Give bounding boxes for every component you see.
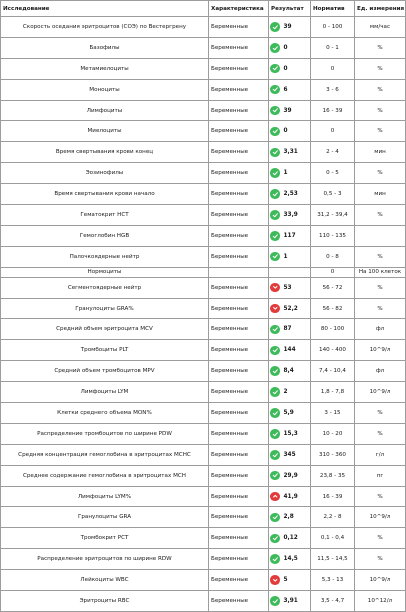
test-name: Время свертывания крови конец [1,142,209,163]
table-row [1,277,406,298]
result-value: 6 [283,86,288,93]
check-circle-icon [270,387,280,397]
table-row [1,486,406,507]
norm-range: 0,5 - 3 [311,184,355,205]
table-row [1,507,406,528]
unit: % [355,79,406,100]
unit: 10^9/л [355,507,406,528]
characteristic: Беременные [209,486,269,507]
test-name: Моноциты [1,79,209,100]
result-value: 0 [283,128,288,135]
norm-range: 16 - 39 [311,100,355,121]
result-cell [269,121,311,142]
characteristic: Беременные [209,17,269,38]
result-value: 3,31 [283,149,298,156]
result-cell [269,277,311,298]
result-value: 39 [283,23,292,30]
result-value: 0 [283,65,288,72]
result-cell [269,340,311,361]
check-circle-icon [270,554,280,564]
characteristic: Беременные [209,423,269,444]
unit: % [355,298,406,319]
check-circle-icon [270,429,280,439]
result-value: 1 [283,170,288,177]
result-cell [269,507,311,528]
result-value: 52,2 [283,305,298,312]
test-name: Палочкоядерные нейтр [1,246,209,267]
unit: фл [355,361,406,382]
result-cell [269,205,311,226]
characteristic: Беременные [209,591,269,612]
table-row [1,225,406,246]
table-row [1,361,406,382]
characteristic: Беременные [209,225,269,246]
characteristic: Беременные [209,37,269,58]
unit: г/л [355,444,406,465]
unit: % [355,423,406,444]
check-circle-icon [270,127,280,137]
result-cell [269,267,311,277]
result-cell [269,246,311,267]
unit: % [355,549,406,570]
test-name: Гематокрит HCT [1,205,209,226]
result-value: 2 [283,389,288,396]
characteristic: Беременные [209,340,269,361]
norm-range: 2 - 4 [311,142,355,163]
unit: 10^9/л [355,340,406,361]
test-name: Нормоциты [1,267,209,277]
unit [355,225,406,246]
norm-range: 0 [311,121,355,142]
unit: 10^9/л [355,382,406,403]
result-cell [269,58,311,79]
test-name: Сегментоядерные нейтр [1,277,209,298]
test-name: Гранулоциты GRA% [1,298,209,319]
header-test: Исследование [1,1,209,17]
characteristic: Беременные [209,403,269,424]
result-value: 14,5 [283,556,298,563]
table-row [1,528,406,549]
result-cell [269,591,311,612]
test-name: Средний объем тромбоцитов MPV [1,361,209,382]
characteristic: Беременные [209,205,269,226]
result-cell [269,423,311,444]
characteristic: Беременные [209,319,269,340]
check-circle-icon [270,168,280,178]
table-row [1,58,406,79]
unit: % [355,205,406,226]
norm-range: 310 - 360 [311,444,355,465]
header-norm: Норматив [311,1,355,17]
table-row [1,549,406,570]
header-characteristic: Характеристика [209,1,269,17]
unit: % [355,277,406,298]
unit: мм/час [355,17,406,38]
table-row [1,246,406,267]
table-row [1,570,406,591]
result-cell [269,528,311,549]
characteristic: Беременные [209,121,269,142]
test-name: Время свертывания крови начало [1,184,209,205]
result-cell [269,570,311,591]
test-name: Эритроциты RBC [1,591,209,612]
characteristic: Беременные [209,100,269,121]
result-cell [269,184,311,205]
norm-range: 7,4 - 10,4 [311,361,355,382]
norm-range: 16 - 39 [311,486,355,507]
characteristic: Беременные [209,79,269,100]
norm-range: 11,5 - 14,5 [311,549,355,570]
result-cell [269,163,311,184]
norm-range: 5,3 - 13 [311,570,355,591]
norm-range: 3,5 - 4,7 [311,591,355,612]
table-row [1,298,406,319]
header-result: Результат [269,1,311,17]
characteristic: Беременные [209,277,269,298]
test-name: Лимфоциты [1,100,209,121]
result-cell [269,382,311,403]
check-circle-icon [270,534,280,544]
norm-range: 2,2 - 8 [311,507,355,528]
unit: % [355,58,406,79]
test-name: Эозинофилы [1,163,209,184]
check-circle-icon [270,106,280,116]
table-row [1,403,406,424]
table-row [1,205,406,226]
table-row [1,37,406,58]
result-cell [269,549,311,570]
characteristic: Беременные [209,361,269,382]
characteristic: Беременные [209,58,269,79]
table-row [1,100,406,121]
result-value: 3,91 [283,597,298,604]
check-circle-icon [270,189,280,199]
unit: % [355,246,406,267]
norm-range: 80 - 100 [311,319,355,340]
norm-range: 0 - 8 [311,246,355,267]
result-value: 8,4 [283,368,294,375]
check-circle-icon [270,148,280,158]
table-header-row [1,1,406,17]
norm-range: 0 [311,267,355,277]
table-row [1,121,406,142]
check-circle-icon [270,210,280,220]
arrow-down-circle-icon [270,283,280,293]
test-name: Гранулоциты GRA [1,507,209,528]
characteristic: Беременные [209,184,269,205]
unit: % [355,403,406,424]
result-value: 0 [283,44,288,51]
header-unit: Ед. измерения [355,1,406,17]
check-circle-icon [270,346,280,356]
table-row [1,184,406,205]
result-cell [269,465,311,486]
norm-range: 23,8 - 35 [311,465,355,486]
result-value: 0,12 [283,535,298,542]
characteristic: Беременные [209,163,269,184]
result-cell [269,403,311,424]
unit: % [355,528,406,549]
check-circle-icon [270,471,280,481]
result-value: 144 [283,347,296,354]
characteristic: Беременные [209,298,269,319]
characteristic: Беременные [209,246,269,267]
test-name: Лейкоциты WBC [1,570,209,591]
norm-range: 0 - 1 [311,37,355,58]
unit: % [355,37,406,58]
result-cell [269,486,311,507]
result-value: 39 [283,107,292,114]
result-cell [269,444,311,465]
test-name: Миелоциты [1,121,209,142]
check-circle-icon [270,513,280,523]
result-value: 2,8 [283,514,294,521]
characteristic: Беременные [209,444,269,465]
test-name: Лимфоциты LYM% [1,486,209,507]
characteristic: Беременные [209,507,269,528]
table-row [1,163,406,184]
norm-range: 10 - 20 [311,423,355,444]
characteristic: Беременные [209,465,269,486]
result-value: 345 [283,451,296,458]
result-cell [269,361,311,382]
table-row [1,319,406,340]
check-circle-icon [270,64,280,74]
result-value: 87 [283,326,292,333]
table-body [1,17,406,612]
check-circle-icon [270,231,280,241]
check-circle-icon [270,366,280,376]
table-row [1,423,406,444]
check-circle-icon [270,252,280,262]
norm-range: 0,1 - 0,4 [311,528,355,549]
result-value: 1 [283,253,288,260]
result-cell [269,225,311,246]
test-name: Базофилы [1,37,209,58]
test-name: Метамиелоциты [1,58,209,79]
test-name: Скорость оседания эритроцитов (СОЭ) по Вестергрену [1,17,209,38]
test-name: Лимфоциты LYM [1,382,209,403]
result-cell [269,298,311,319]
check-circle-icon [270,43,280,53]
unit: мин [355,184,406,205]
unit: % [355,163,406,184]
norm-range: 3 - 15 [311,403,355,424]
unit: % [355,100,406,121]
unit: % [355,486,406,507]
unit: мин [355,142,406,163]
unit: % [355,121,406,142]
test-name: Средний объем эритроцита MCV [1,319,209,340]
result-value: 41,9 [283,493,298,500]
result-cell [269,37,311,58]
check-circle-icon [270,22,280,32]
norm-range: 0 - 5 [311,163,355,184]
table-row [1,267,406,277]
test-name: Среднее содержание гемоглобина в эритроцитах MCH [1,465,209,486]
characteristic: Беременные [209,528,269,549]
test-name: Тромбокрит PCT [1,528,209,549]
norm-range: 31,2 - 39,4 [311,205,355,226]
norm-range: 56 - 72 [311,277,355,298]
arrow-down-circle-icon [270,304,280,314]
unit: пг [355,465,406,486]
unit: фл [355,319,406,340]
characteristic [209,267,269,277]
check-circle-icon [270,408,280,418]
characteristic: Беременные [209,549,269,570]
result-value: 15,3 [283,430,298,437]
result-value: 33,9 [283,211,298,218]
characteristic: Беременные [209,382,269,403]
result-cell [269,79,311,100]
result-value: 29,9 [283,472,298,479]
arrow-up-circle-icon [270,492,280,502]
norm-range: 1,8 - 7,8 [311,382,355,403]
table-row [1,142,406,163]
result-cell [269,142,311,163]
test-name: Распределение тромбоцитов по ширине PDW [1,423,209,444]
result-value: 5 [283,577,288,584]
table-row [1,444,406,465]
unit: 10^9/л [355,570,406,591]
test-name: Средняя концентрация гемоглобина в эритроцитах MCHC [1,444,209,465]
norm-range: 110 - 135 [311,225,355,246]
norm-range: 0 - 100 [311,17,355,38]
table-row [1,340,406,361]
test-name: Гемоглобин HGB [1,225,209,246]
test-name: Распределение эритроцитов по ширине RDW [1,549,209,570]
table-row [1,465,406,486]
characteristic: Беременные [209,570,269,591]
check-circle-icon [270,596,280,606]
result-value: 53 [283,284,292,291]
table-row [1,382,406,403]
result-value: 2,53 [283,191,298,198]
result-value: 5,9 [283,409,294,416]
norm-range: 0 [311,58,355,79]
norm-range: 3 - 6 [311,79,355,100]
norm-range: 56 - 82 [311,298,355,319]
result-cell [269,100,311,121]
test-name: Клетки среднего объема MON% [1,403,209,424]
check-circle-icon [270,325,280,335]
unit: На 100 клеток [355,267,406,277]
result-cell [269,319,311,340]
table-row [1,591,406,612]
characteristic: Беременные [209,142,269,163]
test-name: Тромбоциты PLT [1,340,209,361]
table-row [1,17,406,38]
result-cell [269,17,311,38]
arrow-down-circle-icon [270,575,280,585]
table-row [1,79,406,100]
unit: 10^12/л [355,591,406,612]
result-value: 117 [283,232,296,239]
check-circle-icon [270,85,280,95]
check-circle-icon [270,450,280,460]
norm-range: 140 - 400 [311,340,355,361]
